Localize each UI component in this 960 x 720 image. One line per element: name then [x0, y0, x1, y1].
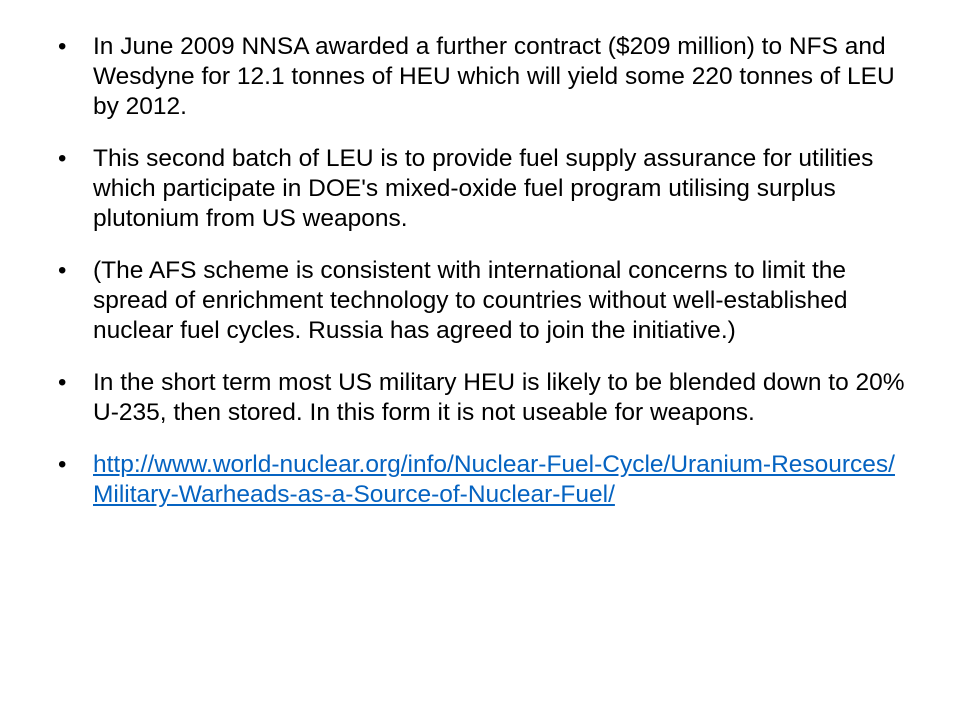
- bullet-list: [58, 32, 908, 532]
- bullet-text: In the short term most US military HEU is likely to be blended down to 20% U-235, then stored. In this form it is not useable for weapons.: [93, 369, 905, 426]
- bullet-item-short-term: [58, 368, 908, 428]
- bullet-text: In June 2009 NNSA awarded a further contract ($209 million) to NFS and Wesdyne for 12.1 tonnes of HEU which will yield some 220 tonnes of LEU by 2012.: [93, 33, 895, 120]
- bullet-item-source-link: [58, 450, 908, 510]
- bullet-icon: •: [58, 33, 67, 60]
- bullet-icon: •: [58, 369, 67, 396]
- bullet-item-contract: [58, 32, 908, 122]
- bullet-text: (The AFS scheme is consistent with international concerns to limit the spread of enrichment technology to countries without well-established nuclear fuel cycles. Russia has agreed to join the initiative.): [93, 257, 848, 344]
- bullet-icon: •: [58, 145, 67, 172]
- source-link[interactable]: http://www.world-nuclear.org/info/Nuclear-Fuel-Cycle/Uranium-Resources/Military-Warheads-as-a-Source-of-Nuclear-Fuel/: [93, 451, 895, 508]
- bullet-item-second-batch: [58, 144, 908, 234]
- bullet-icon: •: [58, 257, 67, 284]
- bullet-item-afs-scheme: [58, 256, 908, 346]
- bullet-text: This second batch of LEU is to provide fuel supply assurance for utilities which participate in DOE's mixed-oxide fuel program utilising surplus plutonium from US weapons.: [93, 145, 874, 232]
- bullet-icon: •: [58, 451, 67, 478]
